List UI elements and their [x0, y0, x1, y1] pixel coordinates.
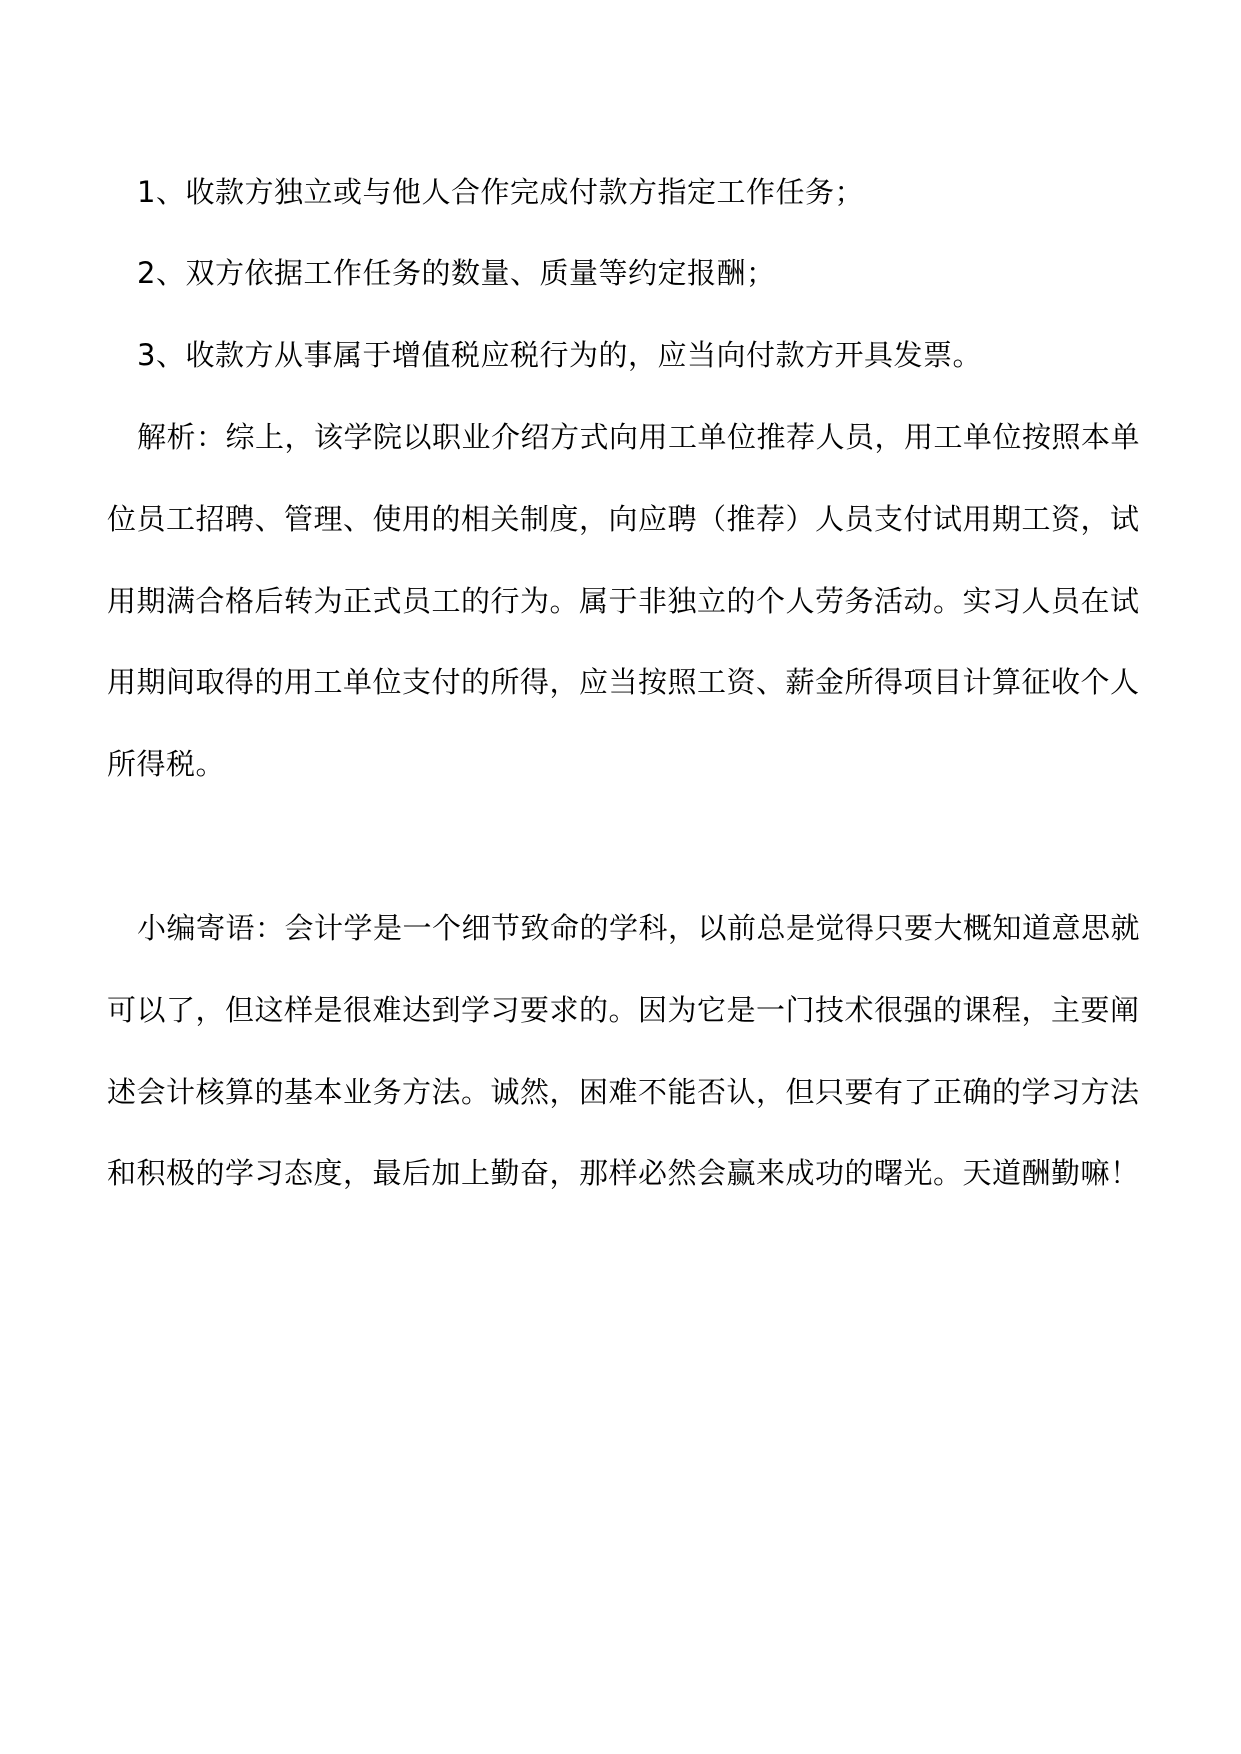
editor-note-line-3: 述会计核算的基本业务方法。诚然，困难不能否认，但只要有了正确的学习方法	[107, 1075, 1140, 1109]
list-item-3: 3、收款方从事属于增值税应税行为的，应当向付款方开具发票。	[137, 338, 982, 372]
editor-note-line-4: 和积极的学习态度，最后加上勤奋，那样必然会赢来成功的曙光。天道酬勤嘛！	[107, 1156, 1140, 1190]
list-item-1: 1、收款方独立或与他人合作完成付款方指定工作任务；	[137, 175, 864, 209]
analysis-line-3: 用期满合格后转为正式员工的行为。属于非独立的个人劳务活动。实习人员在试	[107, 584, 1140, 618]
editor-note-line-2: 可以了，但这样是很难达到学习要求的。因为它是一门技术很强的课程，主要阐	[107, 993, 1140, 1027]
list-item-2: 2、双方依据工作任务的数量、质量等约定报酬；	[137, 256, 776, 290]
editor-note-line-1: 小编寄语：会计学是一个细节致命的学科，以前总是觉得只要大概知道意思就	[137, 911, 1141, 945]
analysis-line-2: 位员工招聘、管理、使用的相关制度，向应聘（推荐）人员支付试用期工资，试	[107, 502, 1140, 536]
analysis-line-1: 解析：综上，该学院以职业介绍方式向用工单位推荐人员，用工单位按照本单	[137, 420, 1141, 454]
analysis-line-4: 用期间取得的用工单位支付的所得，应当按照工资、薪金所得项目计算征收个人	[107, 665, 1140, 699]
analysis-line-5: 所得税。	[107, 747, 226, 781]
